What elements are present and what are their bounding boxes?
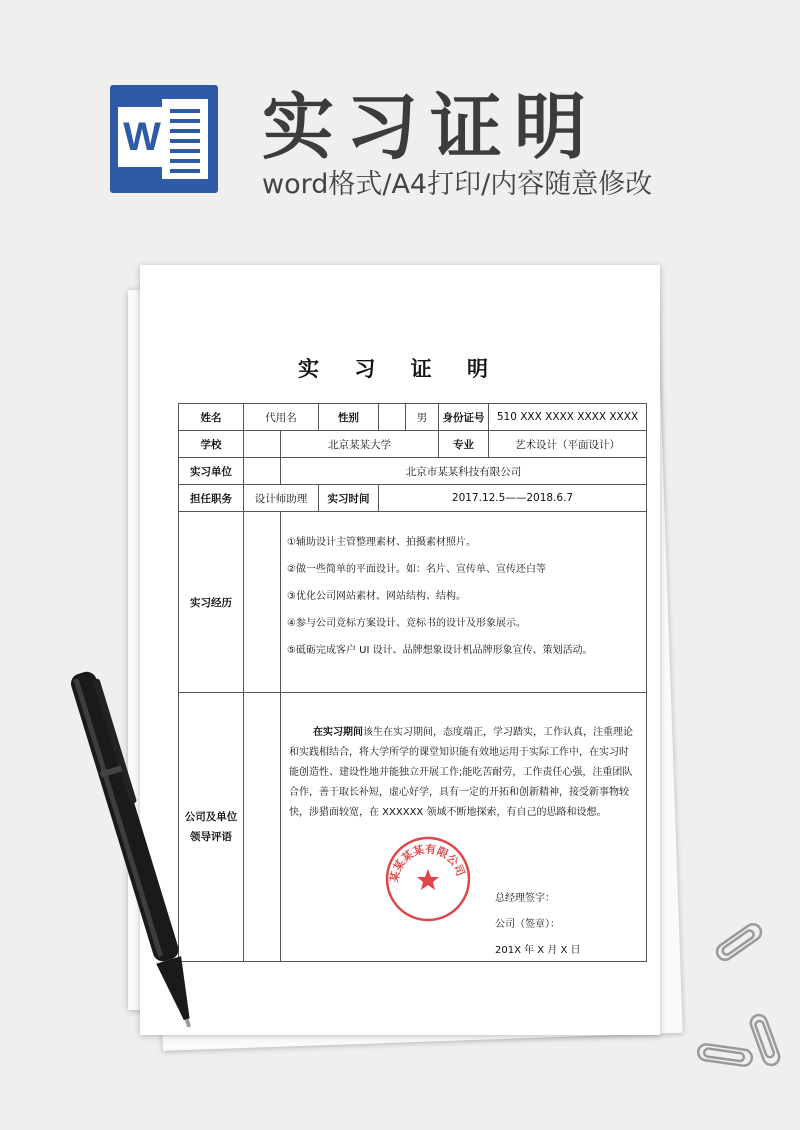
name-value: 代用名	[244, 404, 319, 431]
table-row-position	[179, 485, 647, 512]
word-letter: W	[118, 107, 166, 167]
company-seal-stamp	[384, 835, 472, 923]
table-row-unit	[179, 458, 647, 485]
company-seal-line: 公司（签章）：	[495, 919, 560, 930]
empty-cell	[244, 512, 281, 693]
period-label: 实习时间	[319, 485, 379, 512]
major-value: 艺术设计（平面设计）	[489, 431, 647, 458]
seal-star-icon	[417, 869, 439, 890]
id-label: 身份证号	[439, 404, 489, 431]
document-title: 实 习 证 明	[298, 357, 502, 381]
period-value: 2017.12.5——2018.6.7	[379, 485, 647, 512]
major-label: 专业	[439, 431, 489, 458]
experience-item: ⑤砥砺完成客户 UI 设计、品牌想象设计机品牌形象宣传、策划活动。	[287, 645, 593, 656]
empty-cell	[244, 431, 281, 458]
experience-item: ①辅助设计主管整理素材、拍摄素材照片。	[287, 537, 476, 548]
experience-content	[281, 512, 647, 693]
position-label: 担任职务	[179, 485, 244, 512]
empty-cell	[379, 404, 406, 431]
empty-cell	[244, 693, 281, 962]
unit-label: 实习单位	[179, 458, 244, 485]
paper-clip-icon	[692, 1040, 758, 1070]
banner-subtitle: word格式/A4打印/内容随意修改	[262, 169, 653, 200]
paper-clip-icon	[708, 912, 770, 972]
name-label: 姓名	[179, 404, 244, 431]
pen-decoration	[60, 655, 210, 1045]
review-paragraph	[289, 723, 638, 823]
gender-label: 性别	[319, 404, 379, 431]
gender-value: 男	[406, 404, 439, 431]
word-app-icon	[110, 85, 218, 193]
table-row-name	[179, 404, 647, 431]
manager-signature-line: 总经理签字：	[495, 893, 555, 904]
empty-cell	[244, 458, 281, 485]
review-label-line2: 领导评语	[190, 831, 232, 843]
experience-item: ②做一些简单的平面设计。如：名片、宣传单、宣传还白等	[287, 564, 546, 575]
sign-date: 201X 年 X 月 X 日	[495, 945, 581, 956]
review-label-line1: 公司及单位	[184, 811, 238, 823]
table-row-school	[179, 431, 647, 458]
unit-value: 北京市某某科技有限公司	[281, 458, 647, 485]
review-text: 该生在实习期间，态度端正，学习踏实，工作认真，注重理论和实践相结合，将大学所学的课堂知识能有效地运用于实际工作中，在实习时能创造性、建设性地并能独立开展工作;能吃苦耐劳，工作责任心强，注重团队合作，善于取长补短，虚心好学，具有一定的开拓和创新精神，接受新事物较快，涉猎面较宽，在 XXXXXX 领域不断地探索，有自己的思路和设想。	[289, 727, 633, 818]
id-value: 510 XXX XXXX XXXX XXXX	[489, 404, 647, 431]
seal-text: 某某某某有限公司	[387, 842, 468, 884]
experience-item: ③优化公司网站素材、网站结构、结构。	[287, 591, 466, 602]
experience-label: 实习经历	[179, 512, 244, 693]
review-lead: 在实习期间	[313, 727, 363, 738]
position-value: 设计师助理	[244, 485, 319, 512]
experience-item: ④参与公司竞标方案设计、竞标书的设计及形象展示。	[287, 618, 526, 629]
school-label: 学校	[179, 431, 244, 458]
school-value: 北京某某大学	[281, 431, 439, 458]
table-row-experience	[179, 512, 647, 693]
banner-title: 实习证明	[262, 85, 599, 169]
document-lines-icon	[162, 99, 208, 179]
